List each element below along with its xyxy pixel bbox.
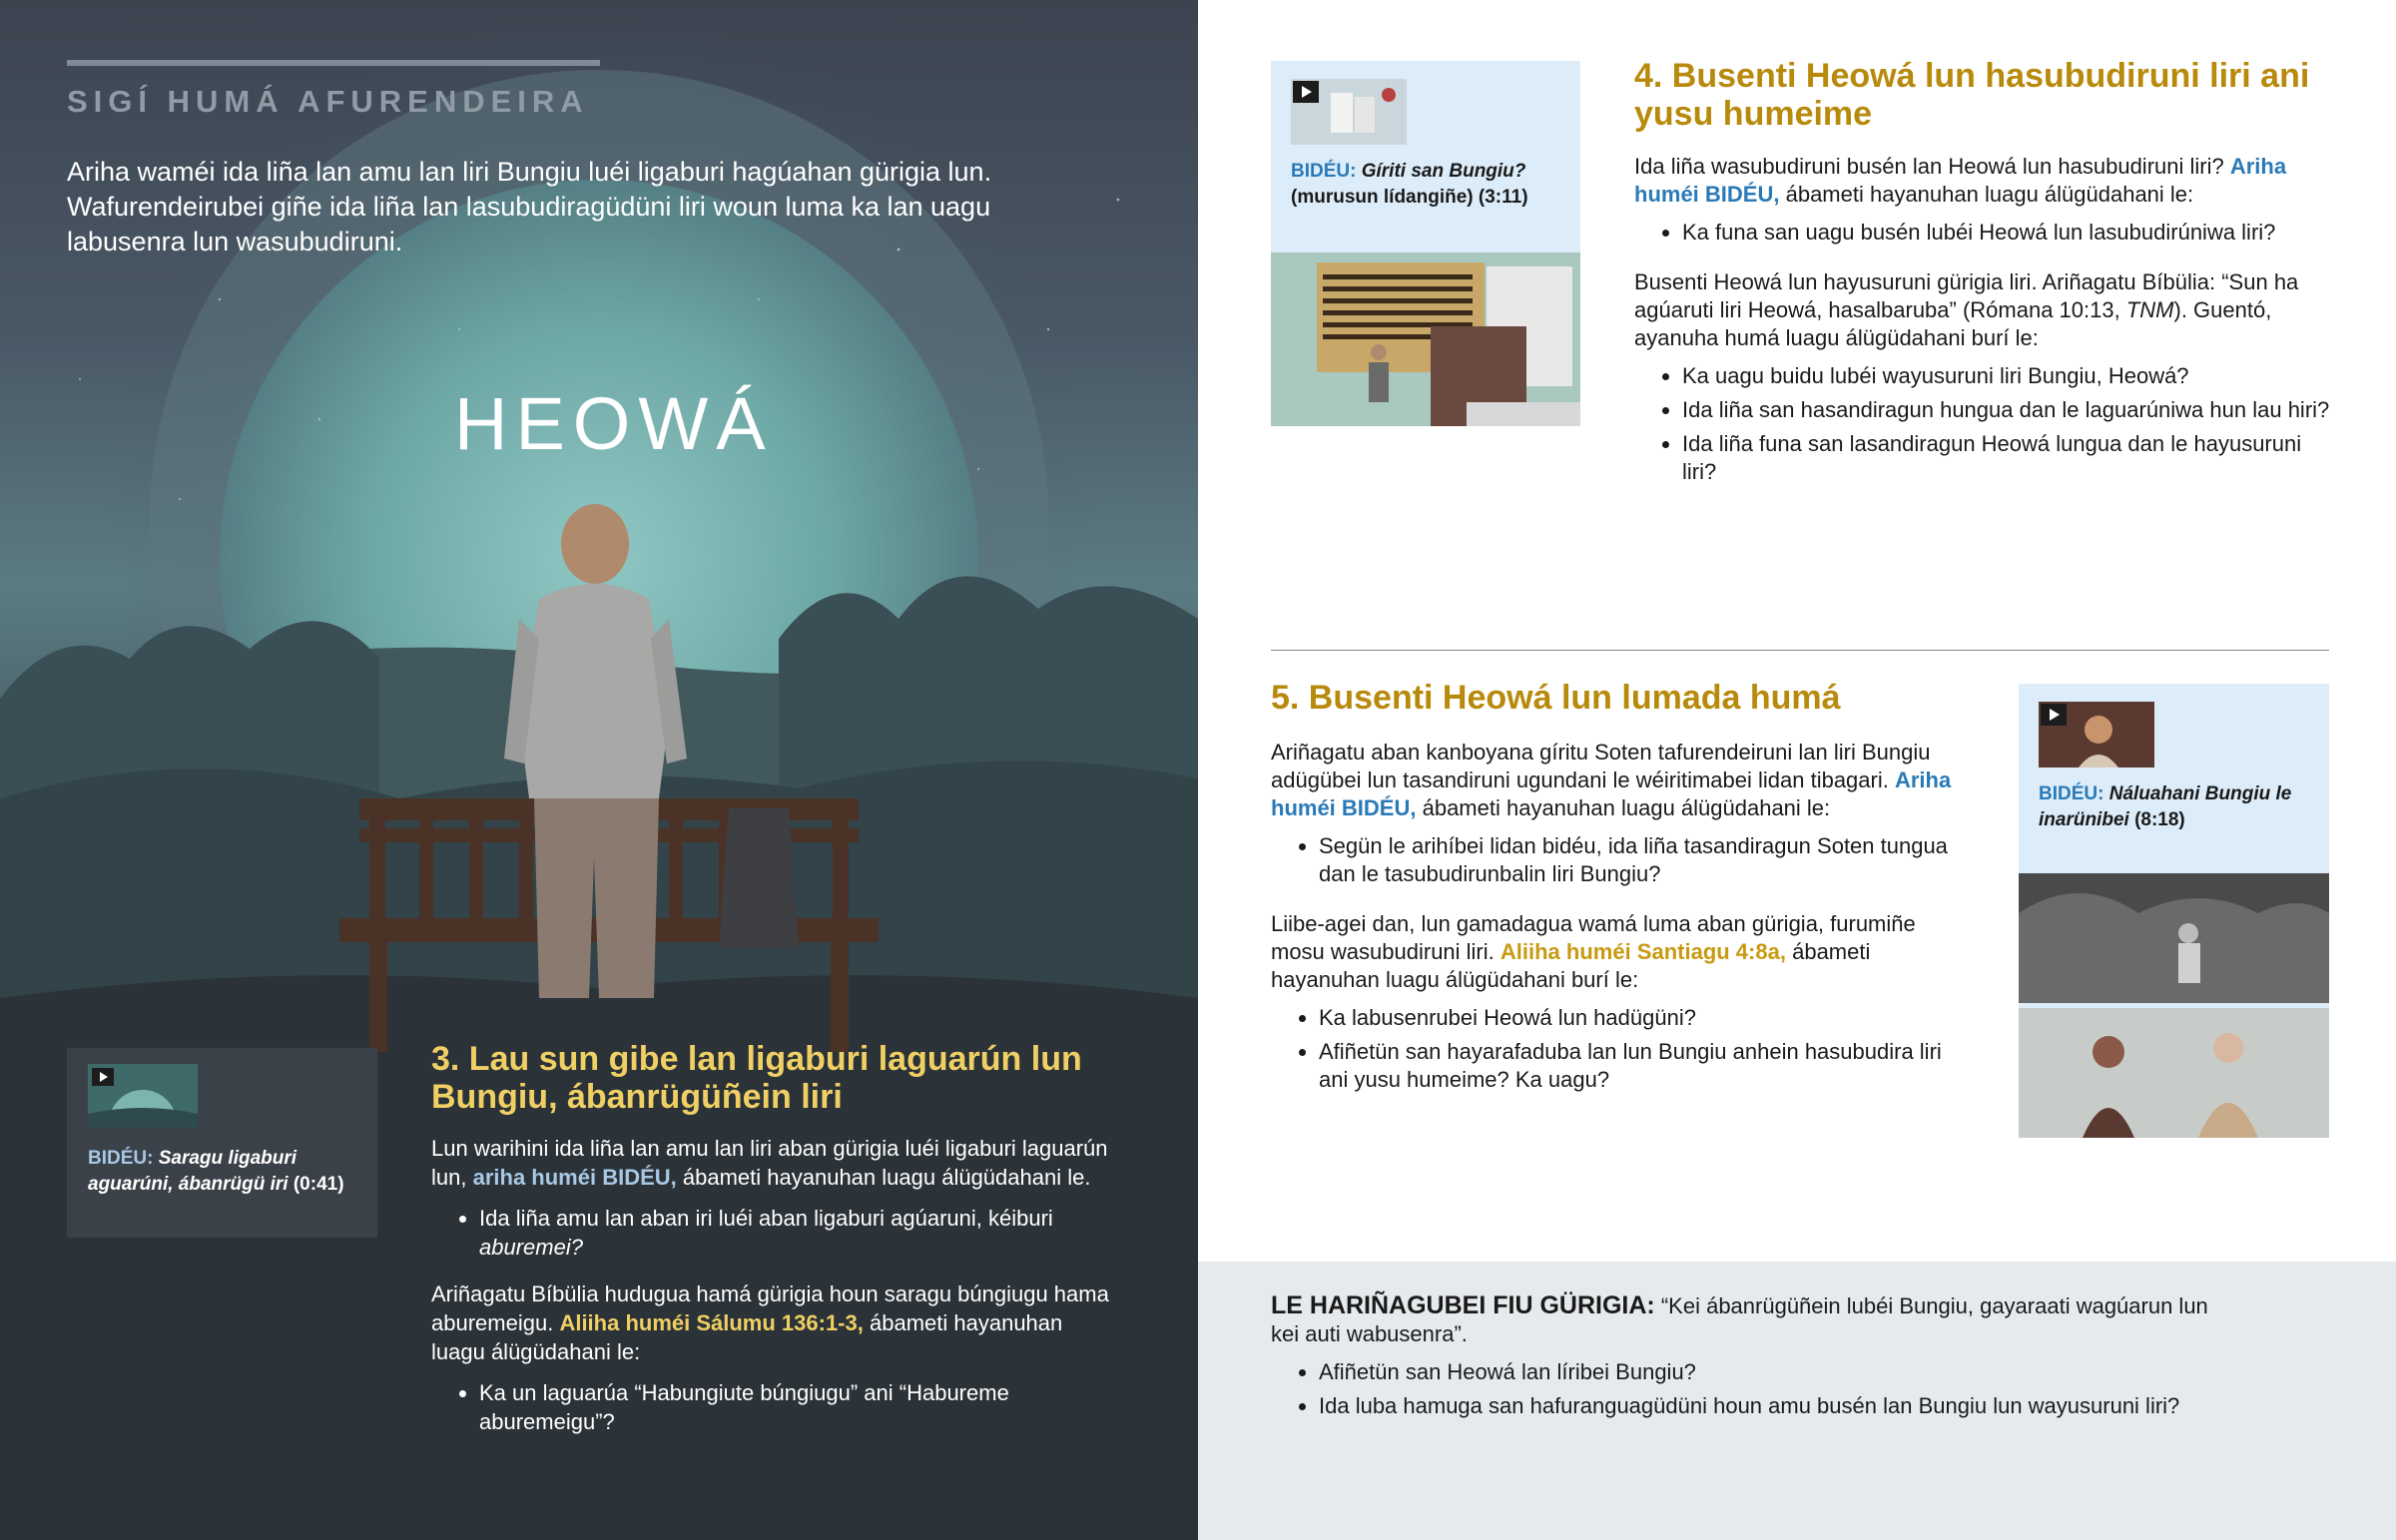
video-thumbnail[interactable]	[2039, 702, 2154, 768]
section-4-questions-1	[1634, 219, 2333, 247]
section-3-heading: 3. Lau sun gibe lan ligaburi laguarún lun Bungiu, ábanrügüñein liri	[431, 1040, 1082, 1116]
video-card-section5[interactable]	[2019, 684, 2329, 1138]
summary-footer	[1198, 1262, 2396, 1540]
summary-quote: LE HARIÑAGUBEI FIU GÜRIGIA: “Kei ábanrügüñein lubéi Bungiu, gayaraati wagúarun lun kei auti wabusenra”.	[1271, 1291, 2208, 1346]
section-5-questions-1	[1271, 832, 1970, 888]
watch-video-link[interactable]: Ariha huméi BIDÉU,	[1634, 154, 2287, 207]
list-item: • Ida liña san hasandiragun hungua dan le laguarúniwa hun lau hiri?	[1682, 396, 2333, 424]
video-caption: BIDÉU: Gíriti san Bungiu? (murusun lídangiñe) (3:11)	[1291, 161, 1528, 208]
list-item: • Afiñetün san Heowá lan líribei Bungiu?	[1319, 1358, 2219, 1386]
section-3-paragraph-2: Ariñagatu Bíbülia hudugua hamá gürigia houn saragu búngiugu hama aburemeigu. Aliiha huméi Sálumu 136:1-3, ábameti hayanuhan luagu álügüdahani le:	[431, 1282, 1109, 1364]
video-thumbnail[interactable]	[1291, 79, 1407, 145]
section-5-questions-2	[1271, 1004, 1970, 1094]
scripture-link-psalm[interactable]: Aliiha huméi Sálumu 136:1-3,	[559, 1310, 864, 1335]
video-still-girl-and-man	[2019, 1008, 2329, 1138]
list-item: • Ka labusenrubei Heowá lun hadügüni?	[1319, 1004, 1970, 1032]
section-5-paragraph-1: Ariñagatu aban kanboyana gíritu Soten tafurendeiruni lan liri Bungiu adügübei lun tasandiruni ugundani le wéiritimabei lidan tibagari. Ariha huméi BIDÉU, ábameti hayanuhan luagu álügüdahani le:	[1271, 740, 1952, 820]
summary-lead: LE HARIÑAGUBEI FIU GÜRIGIA:	[1271, 1291, 1655, 1319]
hero-title: HEOWÁ	[454, 382, 774, 465]
list-item: • Ida luba hamuga san hafuranguagüdüni houn amu busén lan Bungiu lun wayusuruni liri?	[1319, 1392, 2219, 1420]
video-thumbnail[interactable]	[88, 1064, 198, 1128]
section-3-paragraph-1: Lun warihini ida liña lan amu lan liri aban gürigia luéi ligaburi laguarún lun, ariha huméi BIDÉU, ábameti hayanuhan luagu álügüdahani le.	[431, 1136, 1108, 1190]
list-item: • Ida liña amu lan aban iri luéi aban ligaburi agúaruni, kéiburi aburemei?	[479, 1204, 1110, 1262]
section-4-heading: 4. Busenti Heowá lun hasubudiruni liri ani yusu humeime	[1634, 57, 2310, 133]
video-caption: BIDÉU: Saragu ligaburi aguarúni, ábanrügü iri (0:41)	[88, 1148, 344, 1195]
list-item: • Ka uagu buidu lubéi wayusuruni liri Bungiu, Heowá?	[1682, 362, 2333, 390]
video-still-girl-in-garden	[2019, 873, 2329, 1003]
watch-video-link[interactable]: Ariha huméi BIDÉU,	[1271, 768, 1952, 820]
section-kicker: SIGÍ HUMÁ AFURENDEIRA	[67, 84, 589, 119]
watch-video-link[interactable]: ariha huméi BIDÉU,	[472, 1165, 677, 1190]
section-4-questions-2	[1634, 362, 2333, 486]
list-item: • Ka un laguarúa “Habungiute búngiugu” ani “Habureme aburemeigu”?	[479, 1378, 1110, 1436]
section-divider	[1271, 650, 2329, 651]
summary-questions	[1271, 1358, 2219, 1420]
video-still-bible-names	[1271, 253, 1580, 426]
list-item: • Afiñetün san hayarafaduba lan lun Bungiu anhein hasubudira liri ani yusu humeime? Ka uagu?	[1319, 1038, 1970, 1094]
section-3	[431, 1040, 1110, 1442]
video-card-section3[interactable]	[67, 1048, 377, 1238]
section-5	[1271, 679, 1970, 1100]
top-rule	[67, 60, 600, 66]
section-4-paragraph-2: Busenti Heowá lun hayusuruni gürigia liri. Ariñagatu Bíbülia: “Sun ha agúaruti liri Heowá, hasalbaruba” (Rómana 10:13, TNM). Guentó, ayanuha humá luagu álügüdahani burí le:	[1634, 269, 2299, 350]
section-4-paragraph-1: Ida liña wasubudiruni busén lan Heowá lun hasubudiruni liri? Ariha huméi BIDÉU, ábameti hayanuhan luagu álügüdahani le:	[1634, 154, 2287, 207]
video-card-section4[interactable]	[1271, 61, 1580, 426]
list-item: • Segün le arihíbei lidan bidéu, ida liña tasandiragun Soten tungua dan le tasubudirunbalin liri Bungiu?	[1319, 832, 1970, 888]
right-panel	[1198, 0, 2396, 1540]
video-caption: BIDÉU: Náluahani Bungiu le inarünibei (8:18)	[2039, 783, 2292, 830]
intro-paragraph: Ariha waméi ida liña lan amu lan liri Bungiu luéi ligaburi hagúahan gürigia lun. Wafurendeirubei giñe ida liña lan lasubudiragüdüni liri woun luma ka lan uagu labusenra lun wasubudiruni.	[67, 157, 992, 257]
scripture-link-james[interactable]: Aliiha huméi Santiagu 4:8a,	[1499, 939, 1786, 964]
section-5-paragraph-2: Liibe-agei dan, lun gamadagua wamá luma aban gürigia, furumiñe mosu wasubudiruni liri. Aliiha huméi Santiagu 4:8a, ábameti hayanuhan luagu álügüdahani burí le:	[1271, 911, 1916, 992]
summary-content	[1271, 1291, 2219, 1426]
list-item: • Ka funa san uagu busén lubéi Heowá lun lasubudirúniwa liri?	[1682, 219, 2333, 247]
section-3-questions-1	[431, 1204, 1110, 1262]
section-5-heading: 5. Busenti Heowá lun lumada humá	[1271, 679, 1841, 717]
section-4	[1634, 57, 2333, 492]
list-item: • Ida liña funa san lasandiragun Heowá lungua dan le hayusuruni liri?	[1682, 430, 2333, 486]
section-3-questions-2	[431, 1378, 1110, 1436]
